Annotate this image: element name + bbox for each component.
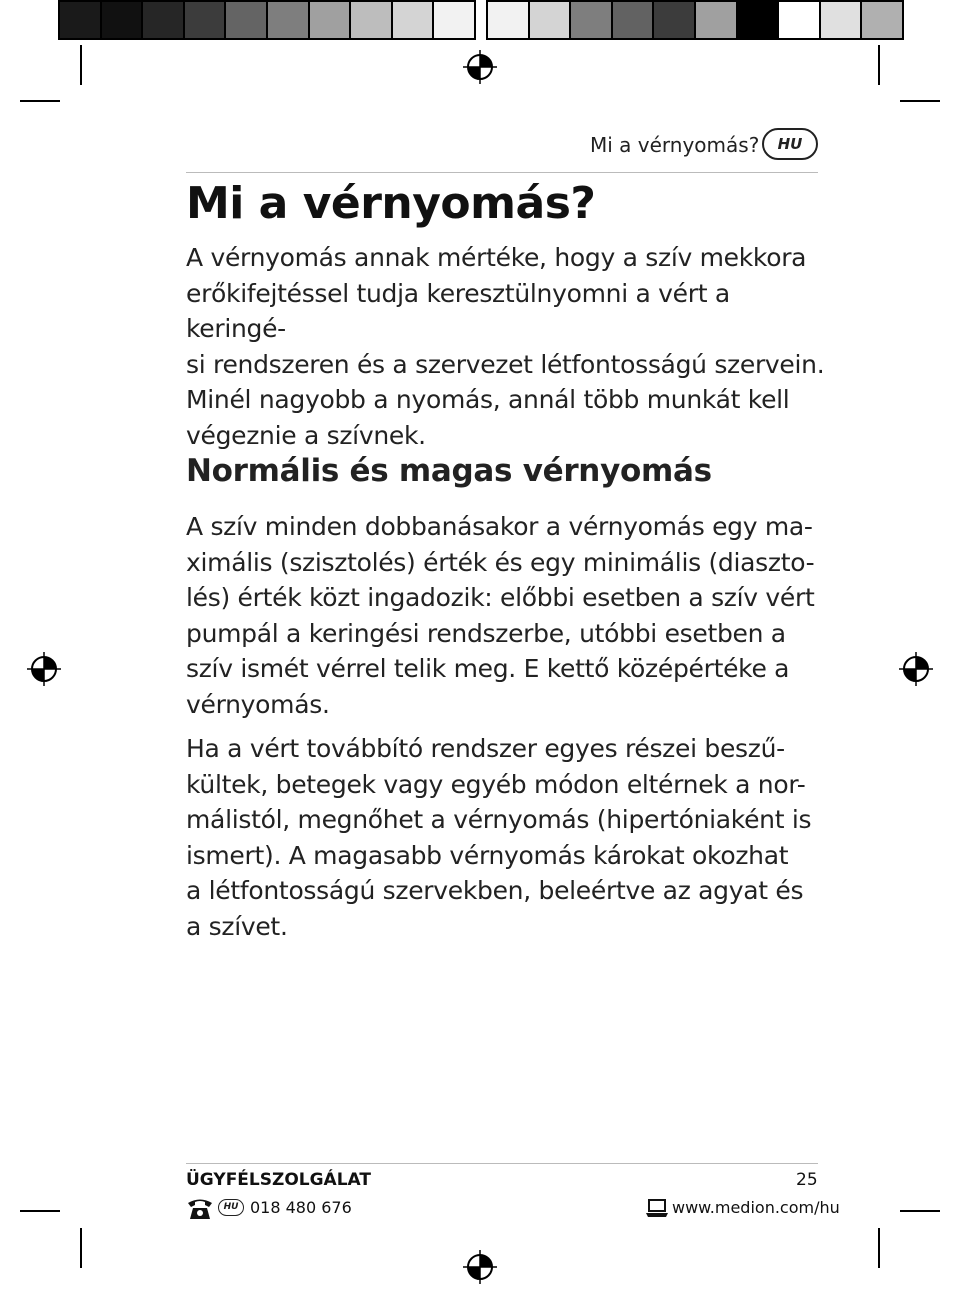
text-line: si rendszeren és a szervezet létfontosságú szervein. bbox=[186, 349, 825, 379]
telephone-icon bbox=[186, 1197, 214, 1221]
laptop-icon bbox=[646, 1198, 668, 1218]
color-swatch bbox=[654, 2, 696, 38]
color-swatch bbox=[779, 2, 821, 38]
section-heading: Normális és magas vérnyomás bbox=[186, 453, 712, 489]
text-line: málistól, megnőhet a vérnyomás (hipertóniaként is bbox=[186, 805, 812, 834]
color-calibration-bar-right bbox=[486, 0, 904, 40]
running-header-title: Mi a vérnyomás? bbox=[590, 133, 760, 157]
text-line: szív ismét vérrel telik meg. E kettő középértéke a bbox=[186, 654, 790, 683]
text-line: ximális (szisztolés) érték és egy minimális (diaszto- bbox=[186, 547, 815, 577]
text-line: vérnyomás. bbox=[186, 689, 330, 719]
text-line: kültek, betegek vagy egyéb módon eltérnek a nor- bbox=[186, 769, 806, 799]
color-swatch bbox=[226, 2, 268, 38]
text-line: pumpál a keringési rendszerbe, utóbbi esetben a bbox=[186, 618, 786, 648]
color-swatch bbox=[185, 2, 227, 38]
color-swatch bbox=[351, 2, 393, 38]
registration-mark-icon bbox=[463, 50, 497, 84]
text-line: Minél nagyobb a nyomás, annál több munkát kell bbox=[186, 385, 790, 414]
color-swatch bbox=[143, 2, 185, 38]
page-title: Mi a vérnyomás? bbox=[186, 178, 596, 229]
color-swatch bbox=[488, 2, 530, 38]
body-paragraph bbox=[186, 731, 826, 944]
text-line: a szívet. bbox=[186, 911, 288, 941]
color-swatch bbox=[60, 2, 102, 38]
color-swatch bbox=[613, 2, 655, 38]
color-swatch bbox=[696, 2, 738, 38]
color-swatch bbox=[434, 2, 474, 38]
color-swatch bbox=[310, 2, 352, 38]
color-swatch bbox=[268, 2, 310, 38]
website-link[interactable]: www.medion.com/hu bbox=[672, 1198, 840, 1217]
text-line: ismert). A magasabb vérnyomás károkat okozhat bbox=[186, 840, 789, 870]
registration-mark-icon bbox=[27, 652, 61, 686]
text-line: A vérnyomás annak mértéke, hogy a szív mekkora bbox=[186, 243, 807, 272]
text-line: végeznie a szívnek. bbox=[186, 420, 426, 450]
color-swatch bbox=[530, 2, 572, 38]
intro-paragraph bbox=[186, 240, 826, 453]
registration-mark-icon bbox=[463, 1250, 497, 1284]
phone-language-badge: HU bbox=[218, 1199, 244, 1216]
phone-number: 018 480 676 bbox=[250, 1198, 352, 1217]
color-swatch bbox=[738, 2, 780, 38]
registration-mark-icon bbox=[899, 652, 933, 686]
body-paragraph bbox=[186, 509, 826, 722]
color-swatch bbox=[102, 2, 144, 38]
text-line: lés) érték közt ingadozik: előbbi esetben a szív vért bbox=[186, 583, 815, 612]
text-line: A szív minden dobbanásakor a vérnyomás egy ma- bbox=[186, 512, 813, 541]
text-line: erőkifejtéssel tudja keresztülnyomni a vért a keringé- bbox=[186, 278, 730, 343]
text-line: Ha a vért továbbító rendszer egyes részei beszű- bbox=[186, 734, 785, 763]
color-swatch bbox=[821, 2, 863, 38]
color-calibration-bar-left bbox=[58, 0, 476, 40]
color-swatch bbox=[571, 2, 613, 38]
header-divider bbox=[186, 172, 818, 173]
footer-divider bbox=[186, 1163, 818, 1164]
page-number: 25 bbox=[796, 1170, 818, 1190]
color-swatch bbox=[862, 2, 902, 38]
language-badge: HU bbox=[762, 128, 818, 160]
customer-service-label: ÜGYFÉLSZOLGÁLAT bbox=[186, 1170, 371, 1190]
text-line: a létfontosságú szervekben, beleértve az agyat és bbox=[186, 876, 804, 905]
color-swatch bbox=[393, 2, 435, 38]
